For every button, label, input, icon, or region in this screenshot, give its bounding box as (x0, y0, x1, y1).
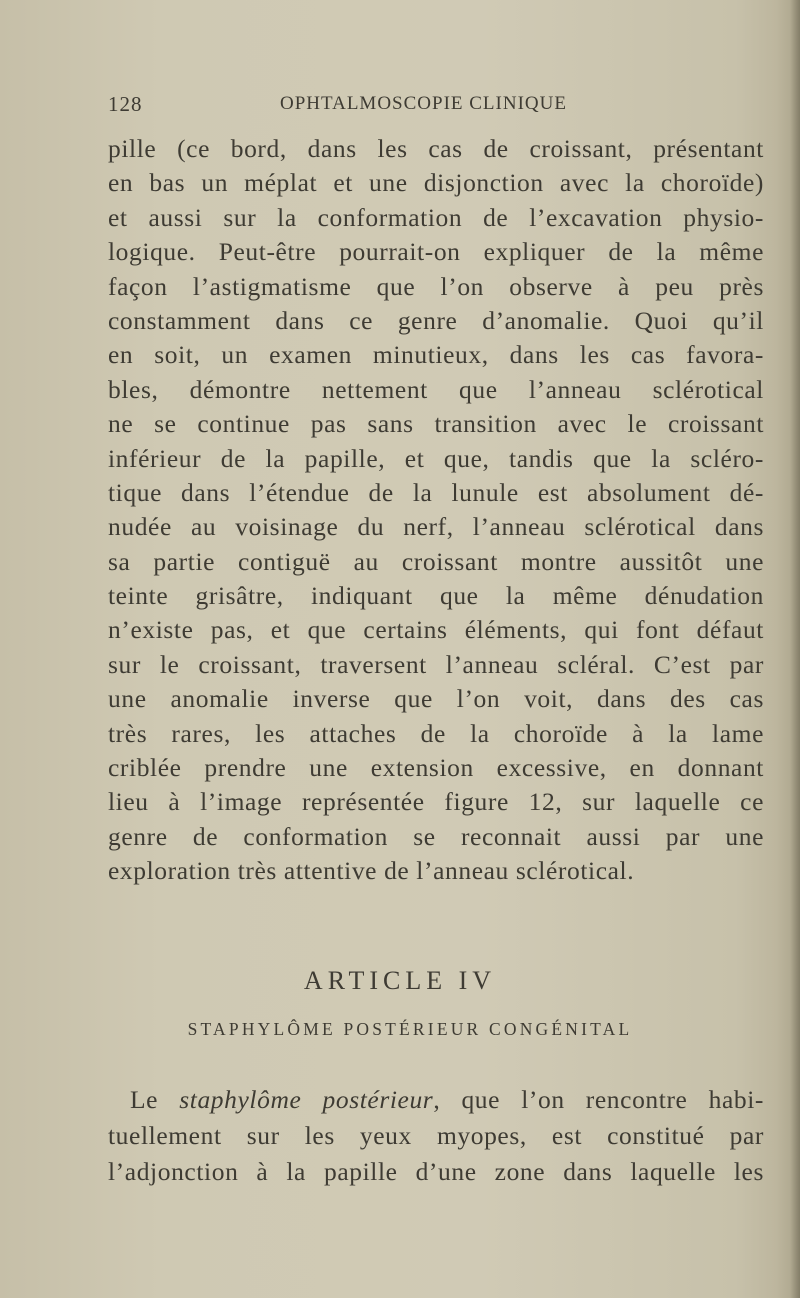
text-fragment: , que l’on rencontre habi- (433, 1085, 764, 1114)
text-line: sur le croissant, traversent l’anneau scléral. C’est par (108, 649, 764, 679)
text-line: inférieur de la papille, et que, tandis que la scléro- (108, 443, 764, 473)
text-line: en soit, un examen minutieux, dans les cas favora- (108, 340, 764, 370)
text-fragment: Le (130, 1085, 180, 1114)
text-line: criblée prendre une extension excessive, en donnant (108, 753, 764, 783)
text-line: ne se continue pas sans transition avec le croissant (108, 409, 764, 439)
text-line: constamment dans ce genre d’anomalie. Quoi qu’il (108, 305, 764, 335)
paragraph-staphylome (108, 1082, 764, 1190)
text-line: l’adjonction à la papille d’une zone dans laquelle les (108, 1157, 764, 1186)
text-line: sa partie contiguë au croissant montre aussitôt une (108, 546, 764, 576)
text-line: n’existe pas, et que certains éléments, qui font défaut (108, 615, 764, 645)
article-heading: ARTICLE IV (303, 966, 497, 995)
text-line: nudée au voisinage du nerf, l’anneau sclérotical dans (108, 512, 764, 542)
page-number: 128 (108, 92, 143, 116)
article-subheading: STAPHYLÔME POSTÉRIEUR CONGÉNITAL (187, 1019, 633, 1039)
text-line: tique dans l’étendue de la lunule est absolument dé- (108, 477, 764, 507)
text-line: exploration très attentive de l’anneau sclérotical. (108, 856, 635, 886)
italic-term: staphylôme postérieur (179, 1085, 434, 1114)
text-line: une anomalie inverse que l’on voit, dans des cas (108, 684, 764, 714)
text-line: et aussi sur la conformation de l’excavation physio- (108, 202, 764, 232)
text-line: lieu à l’image représentée figure 12, sur laquelle ce (108, 787, 764, 817)
running-title: OPHTALMOSCOPIE CLINIQUE (280, 93, 567, 114)
page-header (108, 92, 668, 122)
page-edge-shadow (790, 0, 800, 1298)
paragraph-continued (108, 132, 764, 889)
text-line: tuellement sur les yeux myopes, est constitué par (108, 1121, 764, 1150)
text-line: façon l’astigmatisme que l’on observe à peu près (108, 271, 764, 301)
text-line (108, 1082, 764, 1118)
text-line: genre de conformation se reconnait aussi par une (108, 821, 764, 851)
text-line: teinte grisâtre, indiquant que la même dénudation (108, 581, 764, 611)
text-line: pille (ce bord, dans les cas de croissant, présentant (108, 134, 764, 163)
text-line: très rares, les attaches de la choroïde à la lame (108, 718, 764, 748)
text-line: en bas un méplat et une disjonction avec la choroïde) (108, 168, 764, 198)
text-line: bles, démontre nettement que l’anneau sclérotical (108, 374, 764, 404)
text-line: logique. Peut-être pourrait-on expliquer de la même (108, 237, 764, 267)
